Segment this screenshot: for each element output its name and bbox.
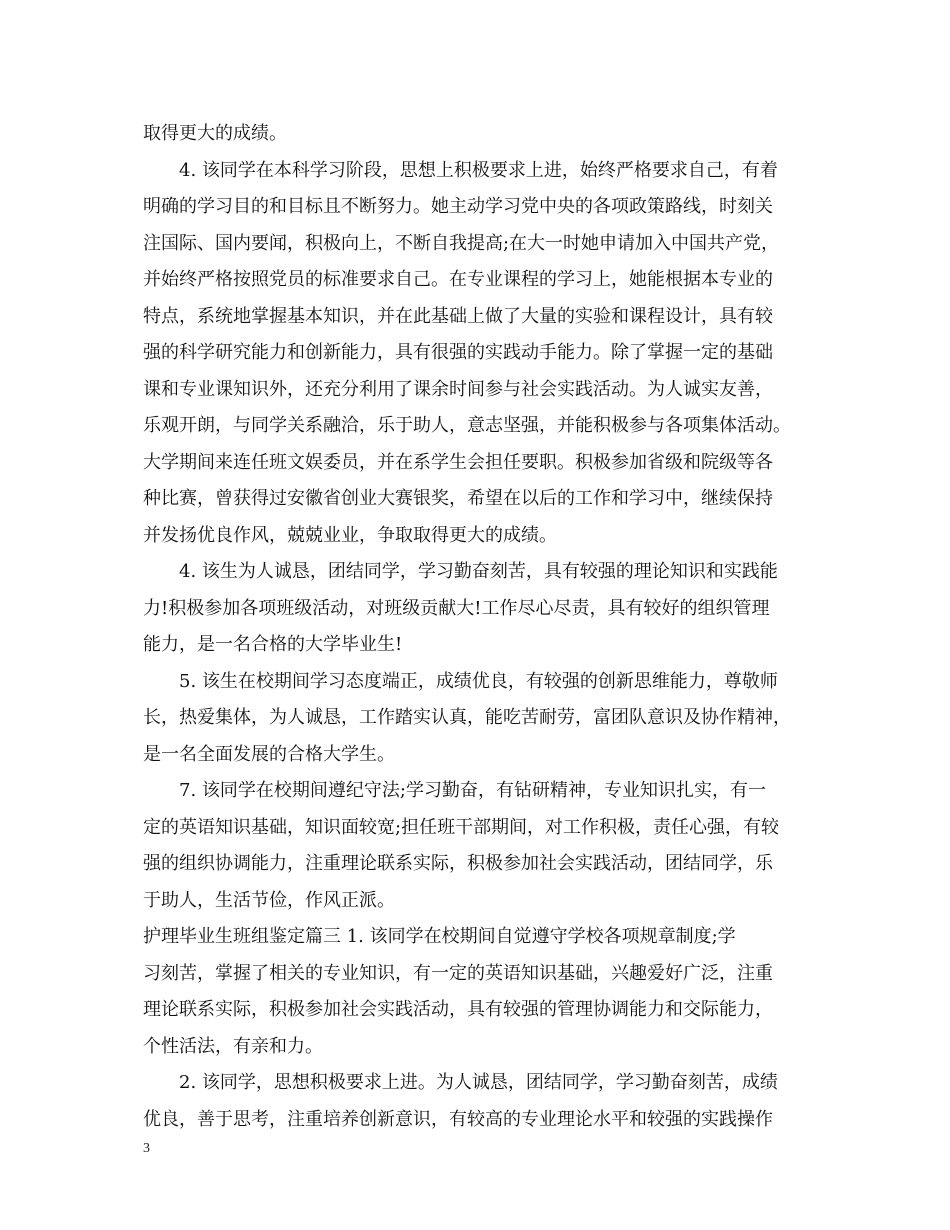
text-line: 7. 该同学在校期间遵纪守法;学习勤奋，有钻研精神，专业知识扎实，有一 bbox=[179, 780, 766, 801]
text-line: 4. 该同学在本科学习阶段，思想上积极要求上进，始终严格要求自己，有着 bbox=[179, 159, 778, 181]
text-line: 长，热爱集体，为人诚恳，工作踏实认真，能吃苦耐劳，富团队意识及协作精神， bbox=[143, 707, 791, 728]
text-line: 注国际、国内要闻，积极向上，不断自我提高;在大一时她申请加入中国共产党， bbox=[143, 232, 780, 254]
text-line: 强的科学研究能力和创新能力，具有很强的实践动手能力。除了掌握一定的基础 bbox=[143, 342, 773, 363]
text-line: 是一名全面发展的合格大学生。 bbox=[143, 743, 395, 765]
text-line: 力!积极参加各项班级活动，对班级贡献大!工作尽心尽责，具有较好的组织管理 bbox=[143, 597, 770, 619]
text-line: 种比赛，曾获得过安徽省创业大赛银奖，希望在以后的工作和学习中，继续保持 bbox=[143, 488, 773, 509]
text-line: 4. 该生为人诚恳，团结同学，学习勤奋刻苦，具有较强的理论知识和实践能 bbox=[179, 561, 778, 582]
page-number: 3 bbox=[143, 1141, 150, 1156]
text-line: 明确的学习目的和目标且不断努力。她主动学习党中央的各项政策路线，时刻关 bbox=[143, 196, 773, 217]
text-line: 课和专业课知识外，还充分利用了课余时间参与社会实践活动。为人诚实友善， bbox=[143, 378, 773, 400]
section-heading-line: 护理毕业生班组鉴定篇三 1. 该同学在校期间自觉遵守学校各项规章制度;学 bbox=[143, 926, 736, 947]
text-line: 优良，善于思考，注重培养创新意识，有较高的专业理论水平和较强的实践操作 bbox=[143, 1108, 773, 1130]
text-line: 乐观开朗，与同学关系融洽，乐于助人，意志坚强，并能积极参与各项集体活动。 bbox=[143, 415, 791, 436]
text-line: 取得更大的成绩。 bbox=[143, 123, 287, 144]
text-line: 个性活法，有亲和力。 bbox=[143, 1035, 323, 1057]
text-line: 能力，是一名合格的大学毕业生! bbox=[143, 634, 403, 655]
text-line: 特点，系统地掌握基本知识，并在此基础上做了大量的实验和课程设计，具有较 bbox=[143, 305, 773, 327]
text-line: 理论联系实际，积极参加社会实践活动，具有较强的管理协调能力和交际能力， bbox=[143, 999, 773, 1020]
text-line: 习刻苦，掌握了相关的专业知识，有一定的英语知识基础，兴趣爱好广泛，注重 bbox=[143, 962, 773, 984]
text-line: 于助人，生活节俭，作风正派。 bbox=[143, 889, 395, 911]
text-line: 大学期间来连任班文娱委员，并在系学生会担任要职。积极参加省级和院级等各 bbox=[143, 451, 773, 473]
text-line: 强的组织协调能力，注重理论联系实际，积极参加社会实践活动，团结同学，乐 bbox=[143, 853, 773, 874]
document-body bbox=[143, 116, 825, 1138]
text-line: 2. 该同学，思想积极要求上进。为人诚恳，团结同学，学习勤奋刻苦，成绩 bbox=[179, 1072, 778, 1093]
text-line: 定的英语知识基础，知识面较宽;担任班干部期间，对工作积极，责任心强，有较 bbox=[143, 816, 780, 838]
text-line: 并始终严格按照党员的标准要求自己。在专业课程的学习上，她能根据本专业的 bbox=[143, 269, 773, 290]
text-line: 并发扬优良作风，兢兢业业，争取取得更大的成绩。 bbox=[143, 524, 557, 546]
text-line: 5. 该生在校期间学习态度端正，成绩优良，有较强的创新思维能力，尊敬师 bbox=[179, 670, 778, 692]
